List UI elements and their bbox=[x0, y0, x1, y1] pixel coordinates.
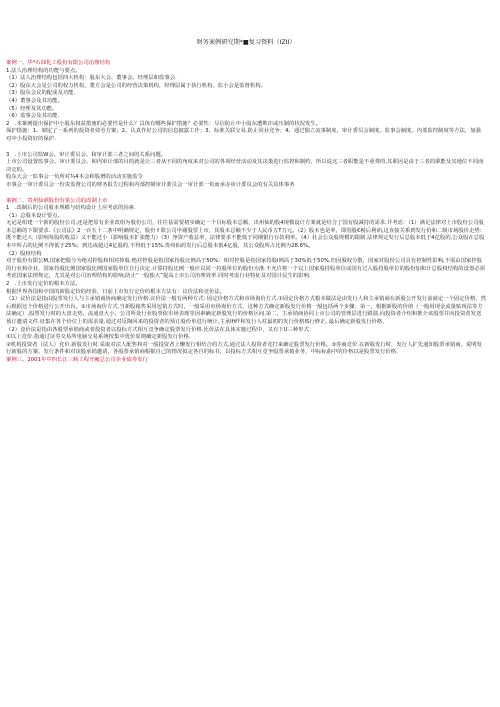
body-paragraph: 1.法人治理结构的功能与要点。 bbox=[6, 67, 81, 74]
body-paragraph: 1 .改制后的公司股本规模与给构设计上应考虑的因素. bbox=[6, 205, 136, 212]
body-paragraph: （4）董事会及其功能。 bbox=[6, 97, 63, 104]
body-paragraph: （6）监事会及其功能. bbox=[6, 113, 60, 120]
body-paragraph: 上市公司设置监事会、审计委员会、和内审计部的目的就是让三者从不同的角度来对公司的各项经营活动及其决策进行监控和制约，所以说这三者职能是不重费的,其职因是由于三者的职能及其地位不同而决定的。 bbox=[6, 159, 484, 173]
body-paragraph: 市事会一审计委员会一份责监督公司的财务报告过程和内部控制审计委员会一审计部一负而承办审计委员会的有关具体事务 bbox=[6, 181, 295, 188]
body-paragraph: 2 .上市发行定价的根本方法。 bbox=[6, 281, 81, 288]
body-paragraph: 无论是组建一个新的股份公司,还是把原有企业改组为股份公司，往往祛需要初步确定一个目标股本总额，出州仙的股4规模设计方案就是结合了国有股减持的需求.并考虑：（1）满足法律对上市股份公司股本总额的下限要求.《公司法》2一百五十二条中明确规定，股份 f 限公司申谢股票上市，其股本总额不少于人民币五T力元。（2）股本也是率，即围股€税后利润,这直接关系到发行价和二级市场股价走势：既不能过大（影响每股的收益）又不能过小（影响股本扩张能力）（3）净资产收益率。法律要求不能低于同期银行存款利率。（4）社会公众股规模的限制.法律规定发行后总股本低于4亿股的,公众股在总股本中所占的比例不得低于25%；到达或超过4亿股的,不得低于15%.贵州仙的发行后总股本低4亿股，其公众股所占比例为28.6%。 bbox=[6, 220, 486, 250]
document-body bbox=[6, 60, 486, 365]
body-paragraph: 对于股份有限公M,国家把股分为绝对控股和相对掉股.绝对控股是指国家持股比例高于50%：相对控股是指国家持股l例高于30%低于50%,但因股权分散，国家对股份公司具有控制性影响,不需由国家控股的行业和企业，国家持股比例国家股比例国家股单位自行决定.计算持股比例一般应以同一持股单位的股份为准.不允许将一个以上国家股持股单位或国有过入股持股单位的股份加和计总股权结构的设置必须考虑国家法律规定，尤其是对公司治理结构的影响,防止“一股独大”提高上市公司治理效率.同时考虑行业特征及对国计民生的影响. bbox=[6, 258, 485, 280]
body-paragraph: 保护措施：1、制定了一系列的投资者效劳方案；2、认真作好公司的信息披露工作；3、标准关联交易,防止同业竞争；4、通过独立流事制度、审计委员会制度、监事会制度、内部监控制度等方法，加强对中小投资好的保护. bbox=[6, 128, 481, 142]
body-paragraph: 股东大会一监事会一负所对¾4本会和股增的活动实施监令 bbox=[6, 174, 143, 181]
case-heading: 案例二、贵州仙酒股份有果公司的改制上市 bbox=[6, 197, 108, 204]
case-heading: 案例三、2001年中四长江三峡工程开瘢总公司企业债券发行 bbox=[6, 356, 148, 363]
body-paragraph: （1）法人治理结构包括四大机构：股东大会、董事会、经理层和监事会. bbox=[6, 75, 177, 82]
body-paragraph: （2）股权结构 bbox=[6, 250, 42, 257]
body-paragraph: （1）议价法是指由股票发行人与主承销商协商确定发行价格.议价法一般有两种方式: 固定价格方式和市场询价方式.①固定价格方式根本做法是由发行人和主承销商在新股公开发行前商定一个固定价格，然后根据这个价格进行公开出台。②市场询价方式.当新股箱售采用包销方式时，一般采用市场询价方式，这种方式确定新股发行价格一般包括两个步骤：第一，根据新股的价值（一般用现金流量贴现法等方法确定）,股票发行时的大盘走势、流通盘大小、公司所处行业股票依市场表现等因素确定新股发行的价格区间.第二，主承销商协同上市公司的管理层进行路演.向投资者介绍和推介该股票并向投资者发送预订邀请文件.征集在各个价位上的需求量.通过对反陶回来的投资者的预订股份单进行统计,主承lfi纤和发行人对最初的发行价格lS行修正, 最后确定新股发行价格， bbox=[6, 296, 486, 325]
body-paragraph: （2）股东大会是公司的权力机构，董方会是公司的经营决策机构，经理层属于执行机构，监小会是监督机构。 bbox=[6, 82, 266, 89]
paragraph-spacer bbox=[6, 190, 486, 198]
body-paragraph: （1）总股本设计要点。 bbox=[6, 212, 63, 219]
body-paragraph: ②机构投资者（法人）竞价.新股发行时.采取对法人配售和对一般投资者上懒发行相结合的方式,通过法人投资者竞打来确定股票发行价格。③券商竞价.在新股发行时，发行人扩先通知股票承销商，说明发行新股的方案、发行条件和对该股承销邀请，各股票承销商根据自己的情况拟定各自的标书，以投标方式相互竞争股票承销业务，中标标曲中的价格以是股票发行价格. bbox=[6, 341, 482, 356]
body-paragraph: ①以上竞价.指通过证券交易所电脑交易系统按集中优价原则确定新股发行价格. bbox=[6, 334, 191, 341]
body-paragraph: 根据世界各国和中国的新股定价的经验，日前上市发行定价的根本方法有：议价法和竞价法。 bbox=[6, 288, 226, 295]
body-paragraph: （2）竟价法是指由各股票承销商或者投资者以投标方式相互竞争确定股票发行价格.比价法在具体实施过程中，又有下U三种形式： bbox=[6, 326, 315, 333]
body-paragraph: （5）经理及其功能。 bbox=[6, 105, 58, 112]
body-paragraph: 2 .本案例提出保护中小股东权益措施的必要性是什么？具体有哪些保护措施？必要性：尽信防止中小股东遭欺诈或压制的状况发生。 bbox=[6, 120, 322, 127]
body-paragraph: （3）股东会议的配成及功能. bbox=[6, 90, 76, 97]
paragraph-spacer bbox=[6, 144, 486, 152]
body-paragraph: 3 .上市公司监W会、审计委员会、和审计部三者之间的关系问题。 bbox=[6, 151, 167, 158]
page-header: 财务案例研究期*■复习资料（IZII） bbox=[196, 39, 296, 46]
case-heading: 案例一、华*石油化工股份有限公司治理结构 bbox=[6, 60, 111, 66]
